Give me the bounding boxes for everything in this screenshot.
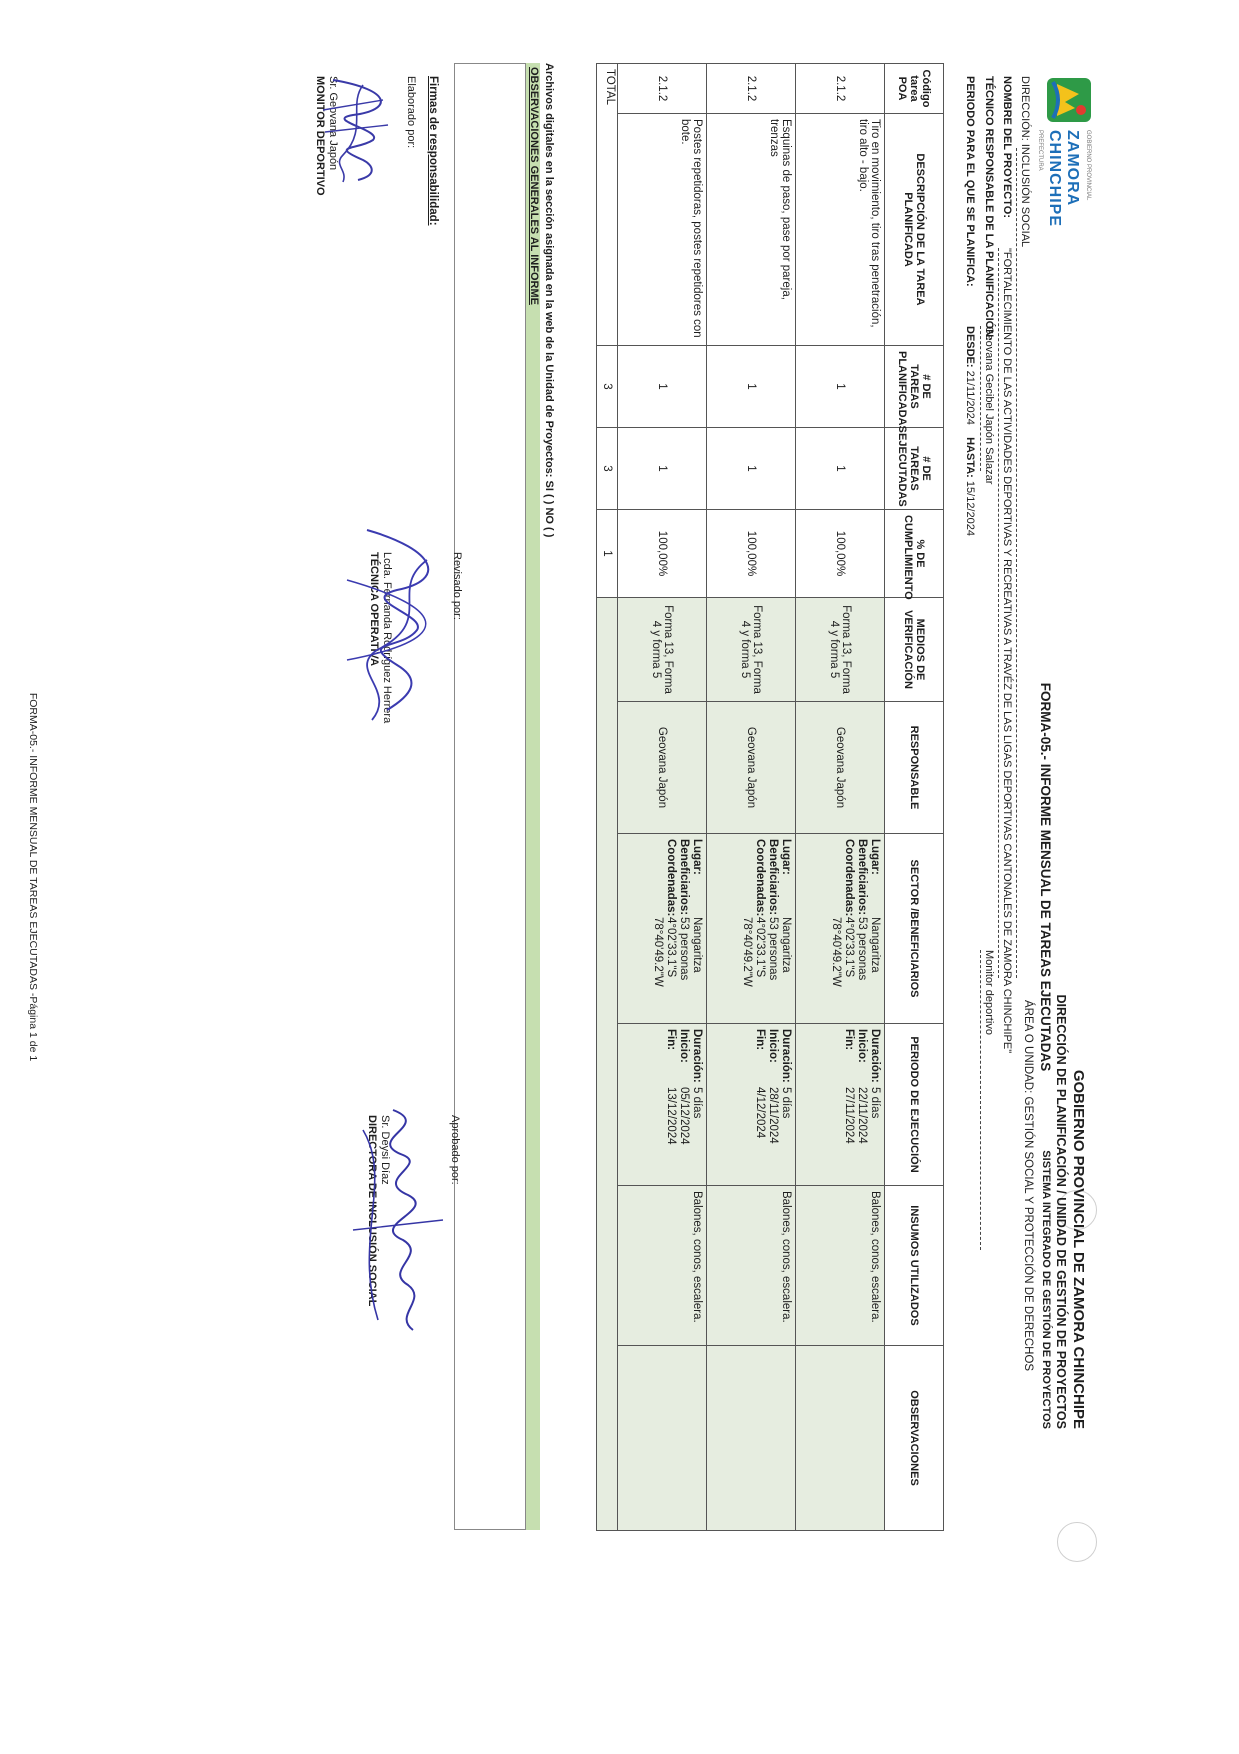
col-header-codigo: Código tarea POA	[885, 64, 944, 114]
inicio-value: 22/11/2024	[856, 1087, 868, 1144]
logo-name-line1: ZAMORA	[1064, 130, 1081, 207]
cell-ejecutadas: 1	[796, 428, 885, 510]
cell-insumos: Balones, conos, escalera.	[618, 1186, 707, 1346]
fin-value: 27/11/2024	[843, 1087, 855, 1144]
archivos-digitales-line	[543, 63, 555, 537]
beneficiarios-line	[766, 839, 779, 1018]
cell-insumos: Balones, conos, escalera.	[707, 1186, 796, 1346]
direccion-value: INCLUSIÓN SOCIAL	[1019, 143, 1031, 248]
total-ejecutadas: 3	[597, 428, 618, 510]
duracion-label: Duración:	[869, 1029, 881, 1083]
observaciones-generales-box	[454, 63, 526, 1530]
periodo-field	[964, 76, 976, 287]
archivos-si: SI ( )	[543, 480, 555, 505]
archivos-label: Archivos digitales en la sección asignada en la web de la Unidad de Proyectos:	[543, 63, 555, 478]
inicio-line	[855, 1029, 868, 1180]
logo-name-line2: CHINCHIPE	[1046, 130, 1063, 228]
col-header-insumos: INSUMOS UTILIZADOS	[885, 1186, 944, 1346]
cell-medios: Forma 13, Forma 4 y forma 5	[707, 598, 796, 702]
cell-ejecutadas: 1	[618, 428, 707, 510]
lugar-value: Nangaritza	[869, 917, 881, 973]
col-header-ejecutadas: # DE TAREAS EJECUTADAS	[885, 428, 944, 510]
inicio-label: Inicio:	[678, 1029, 690, 1063]
col-header-cumplimiento: % DE CUMPLIMIENTO	[885, 510, 944, 598]
divider	[998, 248, 1000, 978]
periodo-label: PERIODO PARA EL QUE SE PLANIFICA:	[964, 76, 976, 287]
fin-label: Fin:	[754, 1029, 766, 1051]
cell-sector	[618, 834, 707, 1024]
desde-value: 21/11/2024	[964, 370, 976, 425]
org-line1: GOBIERNO PROVINCIAL DE ZAMORA CHINCHIPE	[1070, 1069, 1087, 1429]
cell-cumplimiento: 100,00%	[707, 510, 796, 598]
direccion-field	[1019, 76, 1031, 247]
col-header-observaciones: OBSERVACIONES	[885, 1346, 944, 1531]
table-row	[796, 64, 885, 1531]
cell-responsable: Geovana Japón	[618, 702, 707, 834]
coordenadas-label: Coordenadas:	[843, 839, 855, 917]
coordenadas-line	[842, 839, 855, 1018]
hasta-label: HASTA:	[964, 437, 976, 478]
duracion-line	[779, 1029, 792, 1180]
beneficiarios-label: Beneficiarios:	[856, 839, 868, 916]
elaborado-role: MONITOR DEPORTIVO	[314, 76, 326, 196]
area-value: GESTIÓN SOCIAL Y PROTECCIÓN DE DERECHOS	[1022, 1096, 1034, 1372]
logo-small-top: GOBIERNO PROVINCIAL	[1085, 130, 1091, 201]
inicio-value: 28/11/2024	[767, 1087, 779, 1144]
coordenadas-label: Coordenadas:	[665, 839, 677, 917]
duracion-line	[868, 1029, 881, 1180]
total-label: TOTAL	[597, 64, 618, 346]
inicio-label: Inicio:	[856, 1029, 868, 1063]
lugar-line	[779, 839, 792, 1018]
tecnico-value: Geovana Gecibel Japón Salazar	[983, 326, 995, 485]
table-header-row	[885, 64, 944, 1531]
divider	[1016, 148, 1018, 978]
cell-codigo: 2.1.2	[618, 64, 707, 114]
org-line2: DIRECCIÓN DE PLANIFICACIÓN / UNIDAD DE GESTIÓN DE PROYECTOS	[1054, 994, 1068, 1429]
col-header-planificadas: # DE TAREAS PLANIFICADAS	[885, 346, 944, 428]
tecnico-label: TÉCNICO RESPONSABLE DE LA PLANIFICACIÓN:	[983, 76, 995, 341]
cell-observaciones	[796, 1346, 885, 1531]
hasta-value: 15/12/2024	[964, 480, 976, 536]
divider	[980, 326, 982, 471]
desde-label: DESDE:	[964, 326, 976, 368]
col-header-descripcion: DESCRIPCIÓN DE LA TAREA PLANIFICADA	[885, 114, 944, 346]
table-row	[618, 64, 707, 1531]
revisado-role: TÉCNICA OPERATIVA	[368, 552, 380, 667]
coordenadas-line	[664, 839, 677, 1018]
form-title: FORMA-05.- INFORME MENSUAL DE TAREAS EJECUTADAS	[1038, 682, 1053, 1072]
lugar-value: Nangaritza	[780, 917, 792, 973]
fin-label: Fin:	[665, 1029, 677, 1051]
inicio-line	[766, 1029, 779, 1180]
fin-label: Fin:	[843, 1029, 855, 1051]
cell-periodo	[707, 1024, 796, 1186]
col-header-periodo: PERIODO DE EJECUCIÓN	[885, 1024, 944, 1186]
inicio-line	[677, 1029, 690, 1180]
handwritten-signature-revisado	[337, 520, 457, 730]
cell-planificadas: 1	[618, 346, 707, 428]
cell-observaciones	[707, 1346, 796, 1531]
periodo-range	[964, 326, 976, 536]
area-label: ÁREA O UNIDAD:	[1022, 1000, 1034, 1094]
logo-small-bottom: PREFECTURA	[1037, 130, 1043, 171]
revisado-label: Revisado por:	[451, 552, 463, 620]
coordenadas-line-2	[651, 839, 664, 1018]
revisado-name: Lcda. Fernanda Rodríguez Herrera	[381, 552, 393, 724]
duracion-label: Duración:	[691, 1029, 703, 1083]
firmas-title: Firmas de responsabilidad:	[427, 76, 439, 226]
duracion-value: 5 días	[691, 1087, 703, 1119]
handwritten-signature-aprobado	[343, 1100, 453, 1340]
cell-cumplimiento: 100,00%	[618, 510, 707, 598]
fin-line	[842, 1029, 855, 1180]
cell-insumos: Balones, conos, escalera.	[796, 1186, 885, 1346]
coordenadas-value-1: 4°02'33.1"S	[754, 917, 766, 978]
beneficiarios-label: Beneficiarios:	[767, 839, 779, 916]
inicio-value: 05/12/2024	[678, 1087, 690, 1145]
coordenadas-line-2	[740, 839, 753, 1018]
cell-periodo	[796, 1024, 885, 1186]
cell-responsable: Geovana Japón	[796, 702, 885, 834]
duracion-value: 5 días	[869, 1087, 881, 1119]
lugar-line	[868, 839, 881, 1018]
lugar-label: Lugar:	[780, 839, 792, 875]
coordenadas-value-1: 4°02'33.1"S	[843, 917, 855, 978]
beneficiarios-value: 53 personas	[856, 917, 868, 981]
total-filler	[597, 598, 618, 1531]
beneficiarios-line	[855, 839, 868, 1018]
proyecto-field	[1001, 76, 1013, 218]
org-line3: SISTEMA INTEGRADO DE GESTIÓN DE PROYECTOS	[1040, 1150, 1052, 1429]
punch-hole	[1057, 1522, 1097, 1562]
fin-value: 13/12/2024	[665, 1087, 677, 1145]
lugar-value: Nangaritza	[691, 917, 703, 973]
coordenadas-value-2: 78°40'49.2"W	[652, 917, 664, 987]
col-header-sector: SECTOR /BENEFICIARIOS	[885, 834, 944, 1024]
total-cumplimiento: 1	[597, 510, 618, 598]
beneficiarios-value: 53 personas	[678, 917, 690, 981]
inicio-label: Inicio:	[767, 1029, 779, 1063]
cell-sector	[796, 834, 885, 1024]
coordenadas-label: Coordenadas:	[754, 839, 766, 917]
page-footer: FORMA-05.- INFORME MENSUAL DE TAREAS EJECUTADAS -Página 1 de 1	[27, 692, 39, 1062]
col-header-responsable: RESPONSABLE	[885, 702, 944, 834]
duracion-value: 5 días	[780, 1087, 792, 1119]
coordenadas-line-2	[829, 839, 842, 1018]
cell-periodo	[618, 1024, 707, 1186]
elaborado-name: Sr. Geovana Japón	[327, 76, 339, 171]
coordenadas-value-2: 78°40'49.2"W	[830, 917, 842, 987]
cell-descripcion: Tiro en movimiento, tiro tras penetración, tiro alto - bajo.	[796, 114, 885, 346]
tecnico-field	[983, 76, 995, 341]
cell-ejecutadas: 1	[707, 428, 796, 510]
aprobado-label: Aprobado por:	[449, 1115, 461, 1185]
coordenadas-value-2: 78°40'49.2"W	[741, 917, 753, 987]
lugar-label: Lugar:	[691, 839, 703, 875]
table-row	[707, 64, 796, 1531]
beneficiarios-value: 53 personas	[767, 917, 779, 981]
proyecto-value: "FORTALECIMIENTO DE LAS ACTIVIDADES DEPORTIVAS Y RECREATIVAS A TRAVÉZ DE LAS LIGAS DEPORTIVAS CANTONALES DE ZAMORA CHINCHIPE"	[1001, 248, 1013, 1054]
cell-responsable: Geovana Japón	[707, 702, 796, 834]
total-row	[597, 64, 618, 1531]
lugar-line	[690, 839, 703, 1018]
proyecto-label: NOMBRE DEL PROYECTO:	[1001, 76, 1013, 218]
fin-line	[753, 1029, 766, 1180]
archivos-no: NO ( )	[543, 507, 555, 538]
cargo-value: Monitor deportivo	[983, 950, 995, 1035]
col-header-medios: MEDIOS DE VERIFICACIÓN	[885, 598, 944, 702]
cell-medios: Forma 13, Forma 4 y forma 5	[796, 598, 885, 702]
fin-line	[664, 1029, 677, 1180]
cell-planificadas: 1	[707, 346, 796, 428]
beneficiarios-line	[677, 839, 690, 1018]
cell-codigo: 2.1.2	[707, 64, 796, 114]
coordenadas-line	[753, 839, 766, 1018]
direccion-label: DIRECCIÓN:	[1019, 76, 1031, 141]
cell-cumplimiento: 100,00%	[796, 510, 885, 598]
beneficiarios-label: Beneficiarios:	[678, 839, 690, 916]
lugar-label: Lugar:	[869, 839, 881, 875]
cell-descripcion: Esquinas de paso, pase por pareja, trenzas	[707, 114, 796, 346]
cell-planificadas: 1	[796, 346, 885, 428]
duracion-line	[690, 1029, 703, 1180]
duracion-label: Duración:	[780, 1029, 792, 1083]
area-unit-line	[1022, 1000, 1034, 1371]
divider	[980, 950, 982, 1250]
aprobado-name: Sr. Deysi Díaz	[379, 1115, 391, 1185]
tasks-table	[596, 63, 944, 1531]
fin-value: 4/12/2024	[754, 1087, 766, 1139]
aprobado-role: DIRECTORA DE INCLUSIÓN SOCIAL	[366, 1115, 378, 1307]
coordenadas-value-1: 4°02'33.1"S	[665, 917, 677, 978]
cell-descripcion: Postes repetidoras, postes repetidores con bote.	[618, 114, 707, 346]
cell-medios: Forma 13, Forma 4 y forma 5	[618, 598, 707, 702]
cell-sector	[707, 834, 796, 1024]
cell-codigo: 2.1.2	[796, 64, 885, 114]
elaborado-label: Elaborado por:	[405, 76, 417, 149]
handwritten-signature-elaborado	[313, 70, 403, 190]
cell-observaciones	[618, 1346, 707, 1531]
observaciones-generales-header: OBSERVACIONES GENERALES AL INFORME	[526, 63, 540, 1530]
total-planificadas: 3	[597, 346, 618, 428]
